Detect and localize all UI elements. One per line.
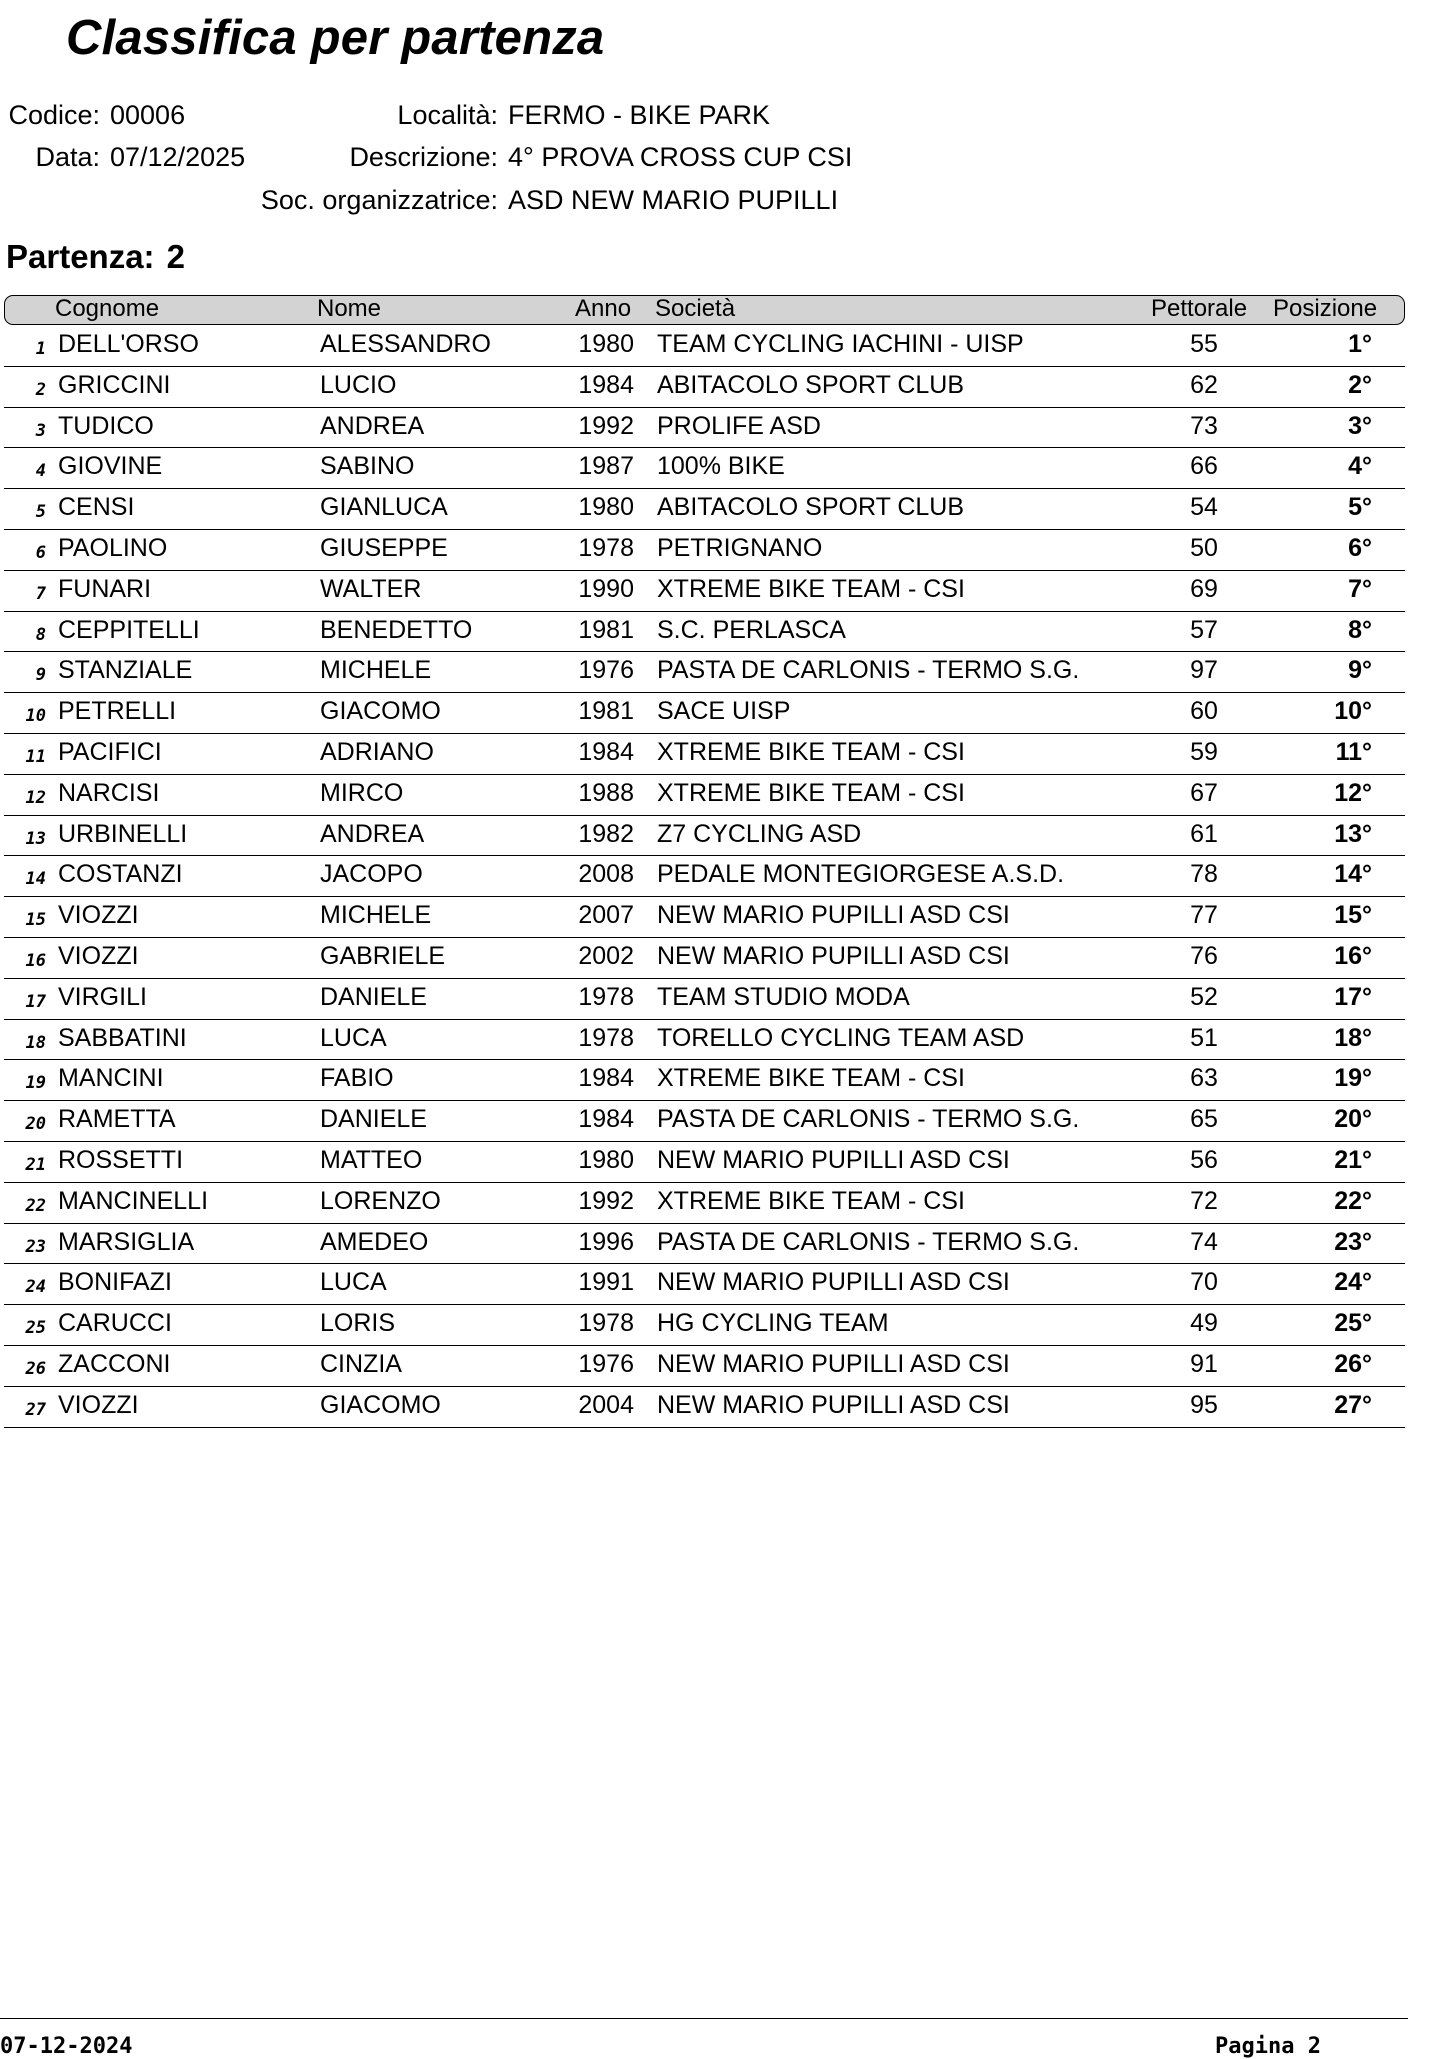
cell-posizione: 18° [1334, 1023, 1372, 1052]
row-index: 23 [25, 1236, 46, 1257]
cell-anno: 1982 [578, 819, 634, 848]
cell-nome: LUCA [320, 1268, 387, 1297]
soc-label: Soc. organizzatrice: [260, 185, 498, 215]
row-index: 11 [25, 746, 46, 767]
row-index: 17 [25, 991, 46, 1012]
row-index: 21 [25, 1154, 46, 1175]
cell-cognome: MANCINELLI [58, 1186, 209, 1215]
cell-pettorale: 56 [1190, 1145, 1218, 1174]
cell-anno: 2002 [578, 941, 634, 970]
cell-posizione: 14° [1334, 860, 1372, 889]
cell-pettorale: 97 [1190, 656, 1218, 685]
cell-societa: XTREME BIKE TEAM - CSI [657, 574, 965, 603]
table-row [4, 1264, 1405, 1305]
page-title: Classifica per partenza [66, 11, 605, 65]
cell-societa: PASTA DE CARLONIS - TERMO S.G. [657, 1105, 1080, 1134]
table-row [4, 1020, 1405, 1061]
cell-posizione: 24° [1334, 1268, 1372, 1297]
cell-societa: TEAM STUDIO MODA [657, 982, 910, 1011]
cell-pettorale: 62 [1190, 370, 1218, 399]
cell-societa: 100% BIKE [657, 452, 785, 481]
cell-pettorale: 66 [1190, 452, 1218, 481]
descrizione-label: Descrizione: [349, 142, 498, 172]
cell-nome: GIACOMO [320, 697, 441, 726]
table-row [4, 1101, 1405, 1142]
cell-anno: 1981 [578, 697, 634, 726]
cell-nome: MATTEO [320, 1145, 423, 1174]
cell-societa: ABITACOLO SPORT CLUB [657, 370, 965, 399]
results-table [4, 326, 1405, 1428]
table-row [4, 1305, 1405, 1346]
cell-nome: FABIO [320, 1064, 394, 1093]
cell-posizione: 9° [1348, 656, 1372, 685]
cell-posizione: 8° [1348, 615, 1372, 644]
cell-nome: GIUSEPPE [320, 533, 448, 562]
cell-nome: MIRCO [320, 778, 404, 807]
table-row [4, 326, 1405, 367]
cell-pettorale: 63 [1190, 1064, 1218, 1093]
cell-societa: ABITACOLO SPORT CLUB [657, 493, 965, 522]
localita-label: Località: [397, 100, 498, 130]
table-row [4, 938, 1405, 979]
row-index: 27 [25, 1399, 46, 1420]
cell-pettorale: 61 [1190, 819, 1218, 848]
cell-anno: 2004 [578, 1390, 634, 1419]
cell-societa: NEW MARIO PUPILLI ASD CSI [657, 1145, 1010, 1174]
row-index: 8 [35, 624, 46, 645]
cell-pettorale: 95 [1190, 1390, 1218, 1419]
row-index: 5 [35, 502, 46, 523]
cell-posizione: 15° [1334, 901, 1372, 930]
cell-anno: 1978 [578, 982, 634, 1011]
cell-anno: 1984 [578, 1105, 634, 1134]
cell-anno: 1984 [578, 370, 634, 399]
table-row [4, 652, 1405, 693]
cell-pettorale: 73 [1190, 411, 1218, 440]
row-index: 15 [25, 910, 46, 931]
table-row [4, 448, 1405, 489]
cell-nome: CINZIA [320, 1349, 402, 1378]
partenza-heading [6, 238, 185, 276]
cell-nome: ANDREA [320, 411, 425, 440]
cell-societa: S.C. PERLASCA [657, 615, 846, 644]
row-index: 26 [25, 1358, 46, 1379]
cell-anno: 2007 [578, 901, 634, 930]
cell-societa: NEW MARIO PUPILLI ASD CSI [657, 901, 1010, 930]
row-index: 13 [25, 828, 46, 849]
cell-cognome: TUDICO [58, 411, 154, 440]
row-index: 6 [35, 542, 46, 563]
header-nome: Nome [317, 295, 382, 322]
cell-societa: TORELLO CYCLING TEAM ASD [657, 1023, 1025, 1052]
header-posizione: Posizione [1273, 295, 1378, 322]
cell-anno: 1980 [578, 330, 634, 358]
cell-cognome: CARUCCI [58, 1309, 172, 1338]
cell-nome: AMEDEO [320, 1227, 429, 1256]
cell-anno: 1978 [578, 1023, 634, 1052]
cell-cognome: VIOZZI [58, 901, 139, 930]
cell-nome: DANIELE [320, 1105, 427, 1134]
cell-nome: LUCA [320, 1023, 387, 1052]
row-index: 25 [25, 1318, 46, 1339]
cell-cognome: VIOZZI [58, 1390, 139, 1419]
cell-anno: 1987 [578, 452, 634, 481]
cell-posizione: 7° [1348, 574, 1372, 603]
cell-societa: XTREME BIKE TEAM - CSI [657, 1186, 965, 1215]
data-value: 07/12/2025 [110, 142, 246, 172]
cell-pettorale: 91 [1190, 1349, 1218, 1378]
cell-societa: PASTA DE CARLONIS - TERMO S.G. [657, 656, 1080, 685]
cell-nome: LORENZO [320, 1186, 441, 1215]
cell-pettorale: 52 [1190, 982, 1218, 1011]
cell-anno: 2008 [578, 860, 634, 889]
cell-nome: BENEDETTO [320, 615, 473, 644]
cell-anno: 1992 [578, 1186, 634, 1215]
cell-posizione: 27° [1334, 1390, 1372, 1419]
cell-societa: NEW MARIO PUPILLI ASD CSI [657, 1390, 1010, 1419]
cell-anno: 1984 [578, 737, 634, 766]
cell-posizione: 17° [1334, 982, 1372, 1011]
row-index: 10 [25, 706, 46, 727]
row-index: 19 [25, 1073, 46, 1094]
cell-pettorale: 65 [1190, 1105, 1218, 1134]
cell-posizione: 2° [1348, 370, 1372, 399]
cell-cognome: BONIFAZI [58, 1268, 172, 1297]
row-index: 18 [25, 1032, 46, 1053]
cell-cognome: GIOVINE [58, 452, 163, 481]
cell-pettorale: 49 [1190, 1309, 1218, 1338]
cell-anno: 1980 [578, 493, 634, 522]
partenza-value: 2 [166, 238, 185, 275]
cell-cognome: PETRELLI [58, 697, 177, 726]
cell-societa: Z7 CYCLING ASD [657, 819, 862, 848]
cell-posizione: 23° [1334, 1227, 1372, 1256]
header-societa: Società [655, 295, 736, 322]
footer-divider [0, 2018, 1408, 2019]
row-index: 14 [25, 869, 46, 890]
cell-societa: XTREME BIKE TEAM - CSI [657, 778, 965, 807]
cell-pettorale: 51 [1190, 1023, 1218, 1052]
cell-cognome: RAMETTA [58, 1105, 176, 1134]
cell-nome: GIACOMO [320, 1390, 441, 1419]
cell-pettorale: 60 [1190, 697, 1218, 726]
cell-posizione: 3° [1348, 411, 1372, 440]
table-row [4, 530, 1405, 571]
table-row [4, 775, 1405, 816]
cell-pettorale: 57 [1190, 615, 1218, 644]
row-index: 2 [35, 379, 46, 400]
cell-cognome: ZACCONI [58, 1349, 171, 1378]
row-index: 7 [35, 583, 46, 604]
cell-societa: XTREME BIKE TEAM - CSI [657, 1064, 965, 1093]
cell-cognome: MARSIGLIA [58, 1227, 195, 1256]
cell-pettorale: 69 [1190, 574, 1218, 603]
cell-posizione: 5° [1348, 493, 1372, 522]
cell-anno: 1976 [578, 656, 634, 685]
cell-posizione: 12° [1334, 778, 1372, 807]
header-pettorale: Pettorale [1151, 295, 1248, 322]
table-row [4, 1142, 1405, 1183]
table-header [4, 295, 1405, 325]
cell-posizione: 20° [1334, 1105, 1372, 1134]
cell-pettorale: 55 [1190, 330, 1218, 358]
table-row [4, 897, 1405, 938]
cell-nome: MICHELE [320, 656, 432, 685]
row-index: 9 [35, 665, 46, 686]
cell-pettorale: 54 [1190, 493, 1218, 522]
table-row [4, 1346, 1405, 1387]
table-row [4, 856, 1405, 897]
cell-nome: MICHELE [320, 901, 432, 930]
cell-societa: HG CYCLING TEAM [657, 1309, 889, 1338]
cell-cognome: COSTANZI [58, 860, 183, 889]
descrizione-value: 4° PROVA CROSS CUP CSI [508, 142, 853, 172]
cell-pettorale: 72 [1190, 1186, 1218, 1215]
cell-nome: LUCIO [320, 370, 397, 399]
cell-cognome: GRICCINI [58, 370, 171, 399]
cell-pettorale: 77 [1190, 901, 1218, 930]
codice-value: 00006 [110, 100, 186, 130]
codice-label: Codice: [8, 100, 100, 130]
cell-societa: PETRIGNANO [657, 533, 823, 562]
table-row [4, 367, 1405, 408]
cell-cognome: CEPPITELLI [58, 615, 200, 644]
soc-value: ASD NEW MARIO PUPILLI [508, 185, 839, 215]
cell-posizione: 16° [1334, 941, 1372, 970]
cell-anno: 1996 [578, 1227, 634, 1256]
cell-cognome: VIRGILI [58, 982, 147, 1011]
cell-posizione: 1° [1348, 330, 1372, 358]
cell-pettorale: 74 [1190, 1227, 1218, 1256]
cell-pettorale: 50 [1190, 533, 1218, 562]
cell-cognome: STANZIALE [58, 656, 193, 685]
cell-pettorale: 76 [1190, 941, 1218, 970]
footer-date: 07-12-2024 [0, 2034, 133, 2059]
table-row [4, 816, 1405, 857]
row-index: 12 [25, 787, 46, 808]
cell-nome: GABRIELE [320, 941, 446, 970]
cell-societa: PASTA DE CARLONIS - TERMO S.G. [657, 1227, 1080, 1256]
cell-pettorale: 70 [1190, 1268, 1218, 1297]
cell-nome: ANDREA [320, 819, 425, 848]
cell-pettorale: 67 [1190, 778, 1218, 807]
cell-anno: 1990 [578, 574, 634, 603]
cell-anno: 1981 [578, 615, 634, 644]
cell-anno: 1991 [578, 1268, 634, 1297]
cell-anno: 1988 [578, 778, 634, 807]
table-row [4, 1224, 1405, 1265]
table-row [4, 1387, 1405, 1428]
cell-nome: SABINO [320, 452, 415, 481]
row-index: 20 [25, 1114, 46, 1135]
cell-anno: 1984 [578, 1064, 634, 1093]
table-row [4, 489, 1405, 530]
table-row [4, 1183, 1405, 1224]
cell-societa: SACE UISP [657, 697, 791, 726]
cell-posizione: 25° [1334, 1309, 1372, 1338]
row-index: 1 [35, 339, 46, 359]
table-row [4, 693, 1405, 734]
cell-posizione: 4° [1348, 452, 1372, 481]
cell-cognome: URBINELLI [58, 819, 188, 848]
cell-cognome: PACIFICI [58, 737, 162, 766]
cell-anno: 1976 [578, 1349, 634, 1378]
table-row [4, 408, 1405, 449]
cell-societa: PROLIFE ASD [657, 411, 821, 440]
cell-nome: GIANLUCA [320, 493, 448, 522]
cell-pettorale: 78 [1190, 860, 1218, 889]
cell-cognome: ROSSETTI [58, 1145, 184, 1174]
cell-cognome: NARCISI [58, 778, 160, 807]
cell-posizione: 10° [1334, 697, 1372, 726]
cell-societa: NEW MARIO PUPILLI ASD CSI [657, 1349, 1010, 1378]
footer-page: Pagina 2 [1215, 2034, 1321, 2059]
cell-posizione: 21° [1334, 1145, 1372, 1174]
cell-posizione: 6° [1348, 533, 1372, 562]
header-cognome: Cognome [55, 295, 160, 322]
cell-anno: 1992 [578, 411, 634, 440]
cell-nome: ADRIANO [320, 737, 434, 766]
row-index: 3 [35, 420, 46, 441]
row-index: 22 [25, 1195, 46, 1216]
data-label: Data: [35, 142, 100, 172]
row-index: 4 [35, 461, 46, 482]
cell-societa: TEAM CYCLING IACHINI - UISP [657, 330, 1024, 358]
cell-cognome: FUNARI [58, 574, 152, 603]
table-row [4, 571, 1405, 612]
cell-posizione: 26° [1334, 1349, 1372, 1378]
table-row [4, 734, 1405, 775]
cell-nome: ALESSANDRO [320, 330, 491, 358]
partenza-label: Partenza: [6, 238, 155, 275]
cell-posizione: 11° [1335, 737, 1372, 766]
table-row [4, 1060, 1405, 1101]
row-index: 16 [25, 950, 46, 971]
cell-anno: 1978 [578, 533, 634, 562]
cell-cognome: VIOZZI [58, 941, 139, 970]
cell-societa: XTREME BIKE TEAM - CSI [657, 737, 965, 766]
localita-value: FERMO - BIKE PARK [508, 100, 771, 130]
cell-pettorale: 59 [1190, 737, 1218, 766]
cell-posizione: 19° [1334, 1064, 1372, 1093]
cell-posizione: 13° [1334, 819, 1372, 848]
cell-nome: WALTER [320, 574, 422, 603]
table-row [4, 612, 1405, 653]
cell-cognome: SABBATINI [58, 1023, 187, 1052]
cell-cognome: DELL'ORSO [58, 330, 199, 358]
cell-nome: LORIS [320, 1309, 396, 1338]
cell-societa: NEW MARIO PUPILLI ASD CSI [657, 1268, 1010, 1297]
row-index: 24 [25, 1277, 46, 1298]
cell-cognome: MANCINI [58, 1064, 164, 1093]
cell-posizione: 22° [1334, 1186, 1372, 1215]
cell-societa: PEDALE MONTEGIORGESE A.S.D. [657, 860, 1065, 889]
cell-anno: 1980 [578, 1145, 634, 1174]
table-row [4, 979, 1405, 1020]
header-anno: Anno [575, 295, 632, 322]
cell-nome: JACOPO [320, 860, 423, 889]
cell-nome: DANIELE [320, 982, 427, 1011]
cell-cognome: PAOLINO [58, 533, 168, 562]
cell-anno: 1978 [578, 1309, 634, 1338]
cell-societa: NEW MARIO PUPILLI ASD CSI [657, 941, 1010, 970]
cell-cognome: CENSI [58, 493, 135, 522]
